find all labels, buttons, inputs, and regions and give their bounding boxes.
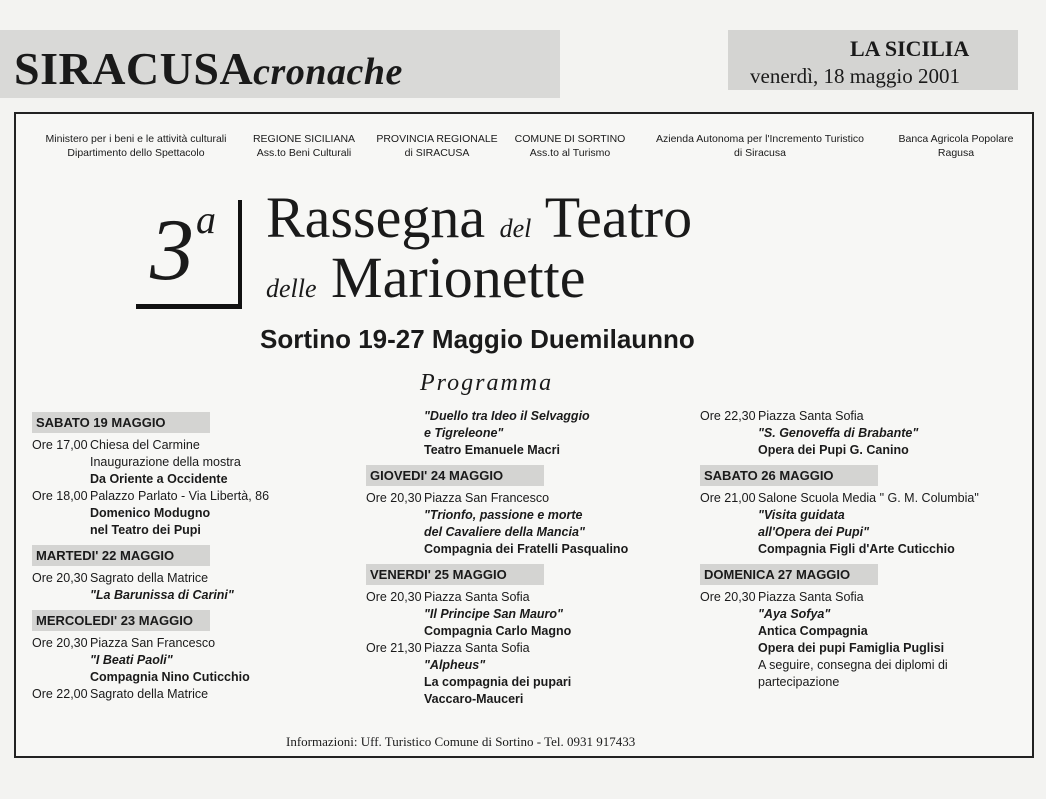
- paper-name: LA SICILIA: [850, 36, 970, 61]
- sponsor-ministero: Ministero per i beni e le attività culturali Dipartimento dello Spettacolo: [45, 133, 227, 159]
- event-item: Ore 21,30 Piazza Santa Sofia "Alpheus" La compagnia dei pupari Vaccaro-Mauceri: [366, 641, 572, 706]
- event-item: Ore 17,00 Chiesa del Carmine Inaugurazione della mostra Da Oriente a Occidente: [32, 438, 241, 486]
- sponsor-comune: COMUNE DI SORTINO Ass.to al Turismo: [514, 133, 626, 159]
- sponsor-banca: Banca Agricola Popolare Ragusa: [898, 133, 1014, 159]
- sponsor-azienda-turistica: Azienda Autonoma per l'Incremento Turistico di Siracusa: [655, 133, 865, 159]
- section-subtitle: cronache: [253, 51, 403, 93]
- event-item: Ore 18,00 Palazzo Parlato - Via Libertà, 86 Domenico Modugno nel Teatro dei Pupi: [32, 489, 270, 537]
- schedule-column-1: [32, 406, 352, 703]
- edition-superscript: a: [196, 197, 216, 242]
- day-header: SABATO 19 MAGGIO: [32, 412, 210, 433]
- event-item: Ore 21,00 Salone Scuola Media " G. M. Columbia" "Visita guidata all'Opera dei Pupi" Compagnia Figli d'Arte Cuticchio: [700, 491, 979, 556]
- edition-number-logo: [136, 192, 246, 312]
- logo-bar-horizontal: [136, 304, 242, 309]
- programma-heading: Programma: [420, 370, 554, 396]
- sponsor-regione: REGIONE SICILIANA Ass.to Beni Culturali: [252, 133, 356, 159]
- sponsor-provincia: PROVINCIA REGIONALE di SIRACUSA: [376, 133, 498, 159]
- logo-bar-vertical: [238, 200, 242, 308]
- event-item: Ore 20,30 Piazza Santa Sofia "Aya Sofya" Antica Compagnia Opera dei pupi Famiglia Puglisi A seguire, consegna dei diplomi di partecipazione: [700, 590, 948, 689]
- event-item: Ore 20,30 Piazza Santa Sofia "Il Principe San Mauro" Compagnia Carlo Magno: [366, 590, 572, 638]
- event-item: Ore 22,00 Sagrato della Matrice: [32, 687, 209, 701]
- schedule-column-2: [366, 408, 696, 708]
- day-header: MARTEDI' 22 MAGGIO: [32, 545, 210, 566]
- event-item-continued: "Duello tra Ideo il Selvaggio e Tigreleone" Teatro Emanuele Macri: [424, 409, 590, 457]
- title-line-1: Rassegna del Teatro: [266, 185, 693, 250]
- day-header: SABATO 26 MAGGIO: [700, 465, 878, 486]
- day-header: VENERDI' 25 MAGGIO: [366, 564, 544, 585]
- event-item: Ore 20,30 Piazza San Francesco "I Beati Paoli" Compagnia Nino Cuticchio: [32, 636, 250, 684]
- section-title: SIRACUSAcronache: [14, 43, 403, 94]
- schedule-column-3: [700, 408, 1020, 691]
- festival-dates: Sortino 19-27 Maggio Duemilaunno: [260, 324, 695, 354]
- paper-date: venerdì, 18 maggio 2001: [750, 64, 960, 88]
- day-header: DOMENICA 27 MAGGIO: [700, 564, 878, 585]
- title-line-2: delle Marionette: [266, 245, 586, 310]
- event-item: Ore 20,30 Piazza San Francesco "Trionfo, passione e morte del Cavaliere della Mancia" Compagnia dei Fratelli Pasqualino: [366, 491, 629, 556]
- day-header: MERCOLEDI' 23 MAGGIO: [32, 610, 210, 631]
- event-advertisement: [14, 112, 1034, 758]
- info-footer: Informazioni: Uff. Turistico Comune di Sortino - Tel. 0931 917433: [286, 734, 636, 749]
- event-item: Ore 20,30 Sagrato della Matrice "La Barunissa di Carini": [32, 571, 234, 602]
- edition-number: 3: [150, 202, 194, 299]
- event-item: Ore 22,30 Piazza Santa Sofia "S. Genoveffa di Brabante" Opera dei Pupi G. Canino: [700, 409, 919, 457]
- day-header: GIOVEDI' 24 MAGGIO: [366, 465, 544, 486]
